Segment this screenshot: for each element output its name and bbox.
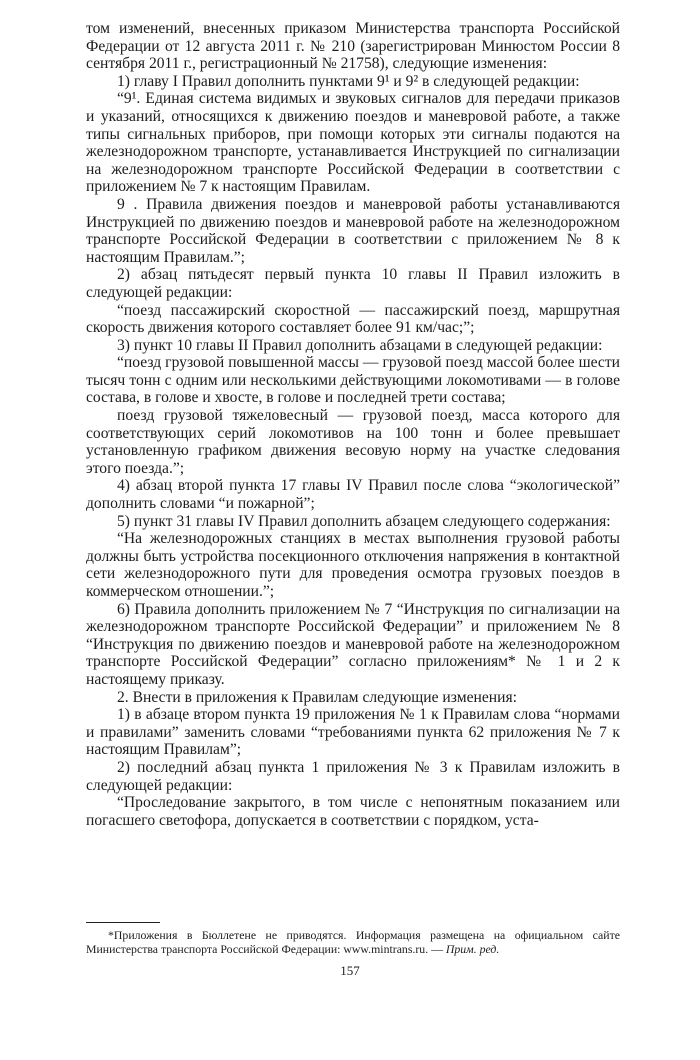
- paragraph: том изменений, внесенных приказом Министерства транспорта Российской Федерации от 12 августа 2011 г. № 210 (зарегистрирован Минюстом России 8 сентября 2011 г., регистрационный № 21758), следующие изменения:: [86, 20, 620, 73]
- paragraph: 5) пункт 31 главы IV Правил дополнить абзацем следующего содержания:: [117, 512, 611, 530]
- paragraph: 9 . Правила движения поездов и маневровой работы устанавливаются Инструкцией по движению поездов и маневровой работе на железнодорожном транспорте Российской Федерации в соответствии с приложением № 8 к настоящим Правилам.”;: [86, 195, 620, 266]
- footnote-text: *Приложения в Бюллетене не приводятся. Информация размещена на официальном сайте Министерства транспорта Российской Федерации: www.mintrans.ru. —: [86, 928, 620, 956]
- paragraph: “Проследование закрытого, в том числе с непонятным показанием или погасшего светофора, допускается в соответствии с порядком, уста-: [86, 794, 620, 829]
- page-number: 157: [340, 963, 360, 978]
- paragraph: 4) абзац второй пункта 17 главы IV Правил после слова “экологической” дополнить словами “и пожарной”;: [86, 477, 620, 513]
- paragraph: 6) Правила дополнить приложением № 7 “Инструкция по сигнализации на железнодорожном транспорте Российской Федерации” и приложением № 8 “Инструкция по движению поездов и маневровой работе на железнодорожном транспорте Российской Федерации” согласно приложениям* № 1 и 2 к настоящему приказу.: [86, 600, 620, 688]
- footnote-editor-note: Прим. ред.: [445, 941, 500, 956]
- paragraph: 2. Внести в приложения к Правилам следующие изменения:: [117, 688, 517, 706]
- paragraph: 1) в абзаце втором пункта 19 приложения № 1 к Правилам слова “нормами и правилами” заменить словами “требованиями пункта 62 приложения № 7 к настоящим Правилам”;: [86, 706, 620, 759]
- footnote-divider: [86, 922, 160, 923]
- paragraph: 2) абзац пятьдесят первый пункта 10 главы II Правил изложить в следующей редакции:: [86, 266, 620, 301]
- paragraph: 1) главу I Правил дополнить пунктами 9¹ и 9² в следующей редакции:: [117, 72, 580, 90]
- paragraph: 2) последний абзац пункта 1 приложения № 3 к Правилам изложить в следующей редакции:: [86, 758, 620, 794]
- footnote: [86, 929, 620, 956]
- paragraph: “поезд грузовой повышенной массы — грузовой поезд массой более шести тысяч тонн с одним или несколькими действующими локомотивами — в голове состава, в голове и хвосте, в голове и последней трети состава;: [86, 354, 620, 407]
- paragraph: 3) пункт 10 главы II Правил дополнить абзацами в следующей редакции:: [117, 336, 603, 354]
- paragraph: “9¹. Единая система видимых и звуковых сигналов для передачи приказов и указаний, относящихся к движению поездов и маневровой работе, а также типы сигнальных приборов, при помощи которых эти сигналы подаются на железнодорожном транспорте, устанавливается Инструкцией по сигнализации на железнодорожном транспорте Российской Федерации в соответствии с приложением № 7 к настоящим Правилам.: [86, 90, 620, 196]
- paragraph: “поезд пассажирский скоростной — пассажирский поезд, маршрутная скорость движения которого составляет более 91 км/час;”;: [86, 301, 620, 337]
- paragraph: поезд грузовой тяжеловесный — грузовой поезд, масса которого для соответствующих серий локомотивов на 100 тонн и более превышает установленную графиком движения весовую норму на участке следования этого поезда.”;: [86, 407, 620, 477]
- document-body: [86, 20, 620, 829]
- paragraph: “На железнодорожных станциях в местах выполнения грузовой работы должны быть устройства посекционного отключения напряжения в контактной сети железнодорожного пути для проведения осмотра грузовых поездов в коммерческом отношении.”;: [86, 530, 620, 600]
